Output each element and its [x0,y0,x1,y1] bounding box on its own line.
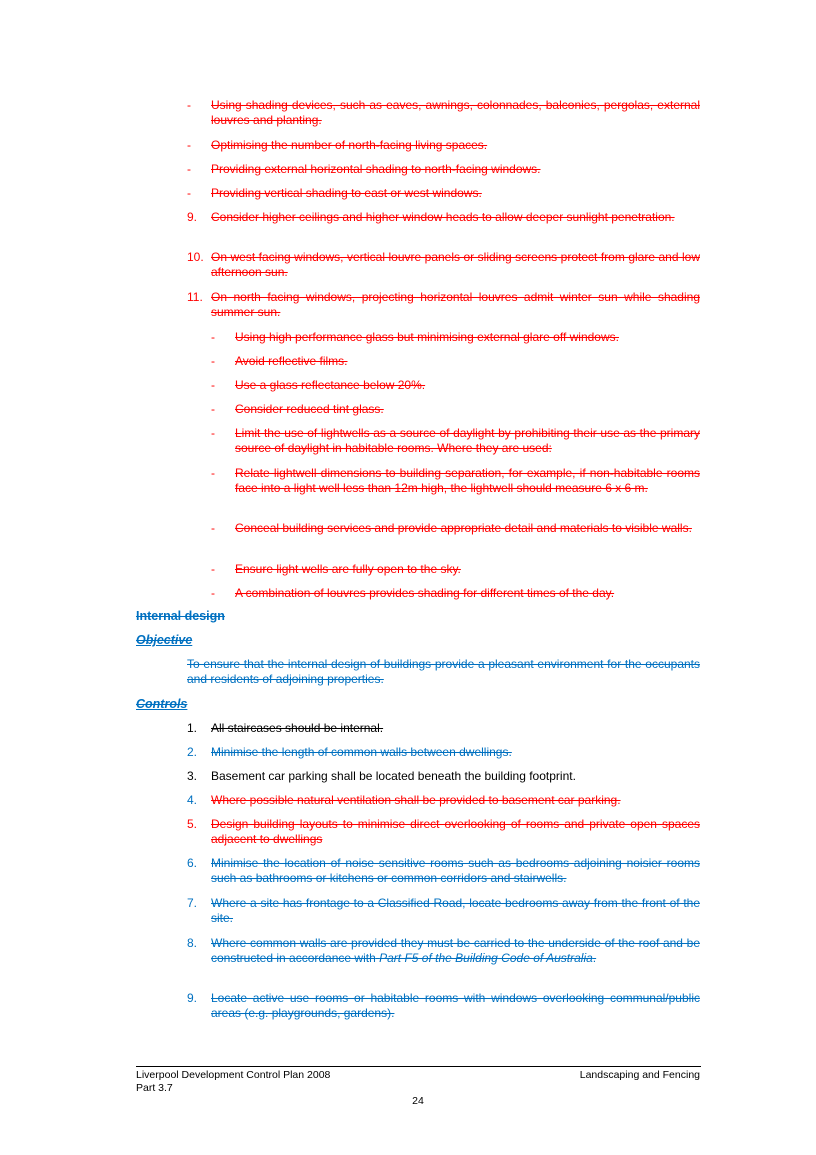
bullet-marker: - [211,354,215,368]
shading-bullet [187,186,700,201]
bullet-marker: - [211,586,215,600]
glass-bullet [211,330,700,345]
section-heading: Internal design [136,609,225,623]
item-number: 1. [187,721,198,735]
bullet-text: Limit the use of lightwells as a source of daylight by prohibiting their use as the primary source of daylight in habitable rooms. Where they are used: [235,426,700,455]
item-text: Basement car parking shall be located beneath the building footprint. [211,769,576,783]
control-item [187,745,700,760]
control-item [187,856,700,886]
bullet-marker: - [211,466,215,480]
shading-bullet [187,162,700,177]
bullet-marker: - [187,162,191,176]
objective-text: To ensure that the internal design of buildings provide a pleasant environment for the occupants and residents of adjoining properties. [187,657,700,686]
item-text: Design building layouts to minimise direct overlooking of rooms and private open spaces adjacent to dwellings [211,817,700,846]
item-text: Minimise the location of noise sensitive rooms such as bedrooms adjoining noisier rooms such as bathrooms or kitchens or common corridors and stairwells. [211,856,700,885]
item-text: On west facing windows, vertical louvre panels or sliding screens protect from glare and low afternoon sun. [211,250,700,279]
item-number: 2. [187,745,198,759]
bullet-text: Consider reduced tint glass. [235,402,384,416]
bullet-text: Use a glass reflectance below 20%. [235,378,426,392]
code-reference: Part F5 of the Building Code of Australia [379,951,593,965]
bullet-text: Conceal building services and provide appropriate detail and materials to visible walls. [235,521,692,535]
footer-section-title: Landscaping and Fencing [579,1069,700,1081]
item-number: 10. [187,250,204,264]
lightwell-bullet [211,466,700,496]
footer-rule [136,1066,701,1067]
control-item [187,991,700,1021]
item-text: Where a site has frontage to a Classified Road, locate bedrooms away from the front of the site. [211,896,700,925]
item-number: 11. [187,290,203,304]
numbered-item [187,210,700,225]
item-number: 3. [187,769,198,783]
item-text: Locate active use rooms or habitable rooms with windows overlooking communal/public areas (e.g. playgrounds, gardens). [211,991,700,1020]
item-text: All staircases should be internal. [211,721,384,735]
bullet-text: Providing external horizontal shading to north-facing windows. [211,162,541,176]
bullet-text: Ensure light wells are fully open to the sky. [235,562,461,576]
bullet-marker: - [211,426,215,440]
item-text-suffix: . [592,951,597,965]
item-number: 9. [187,210,198,224]
glass-bullet [211,378,700,393]
controls-label: Controls [136,697,188,711]
bullet-marker: - [187,138,191,152]
item-text: On north facing windows, projecting horizontal louvres admit winter sun while shading summer sun. [211,290,700,319]
control-item [187,769,700,784]
bullet-text: Using shading devices, such as eaves, awnings, colonnades, balconies, pergolas, external louvres and planting. [211,98,700,127]
bullet-text: Using high performance glass but minimising external glare off windows. [235,330,619,344]
item-number: 8. [187,936,198,950]
footer-part: Part 3.7 [136,1082,173,1094]
item-number: 4. [187,793,198,807]
numbered-item [187,290,700,320]
bullet-marker: - [187,186,191,200]
item-text: Where possible natural ventilation shall be provided to basement car parking. [211,793,621,807]
numbered-item [187,250,700,280]
item-number: 9. [187,991,198,1005]
item-text: Minimise the length of common walls between dwellings. [211,745,512,759]
page-number: 24 [412,1095,424,1107]
bullet-text: Avoid reflective films. [235,354,348,368]
bullet-text: Relate lightwell dimensions to building separation, for example, if non-habitable rooms face into a light well less than 12m high, the lightwell should measure 6 x 6 m. [235,466,700,495]
item-text: Consider higher ceilings and higher window heads to allow deeper sunlight penetration. [211,210,675,224]
footer-document-title: Liverpool Development Control Plan 2008 [136,1069,331,1081]
shading-bullet [187,98,700,128]
bullet-text: Providing vertical shading to east or west windows. [211,186,482,200]
control-item [187,793,700,808]
glass-bullet [211,354,700,369]
control-item [187,817,700,847]
control-item [187,721,700,736]
bullet-marker: - [187,98,191,112]
lightwell-bullet [211,562,700,577]
lightwell-bullet [211,521,700,536]
item-number: 7. [187,896,198,910]
item-text-main: Where common walls are provided they must be carried to the underside of the roof and be constructed in accordance with [211,936,700,965]
bullet-text: Optimising the number of north-facing living spaces. [211,138,488,152]
objective-label: Objective [136,633,193,647]
item-text [211,936,700,966]
item-number: 6. [187,856,198,870]
bullet-marker: - [211,378,215,392]
item-number: 5. [187,817,198,831]
control-item [187,936,700,966]
glass-bullet [211,402,700,417]
control-item [187,896,700,926]
lightwell-bullet [211,586,700,601]
lightwell-bullet [211,426,700,456]
bullet-marker: - [211,330,215,344]
bullet-text: A combination of louvres provides shading for different times of the day. [235,586,615,600]
bullet-marker: - [211,402,215,416]
bullet-marker: - [211,562,215,576]
bullet-marker: - [211,521,215,535]
shading-bullet [187,138,700,153]
